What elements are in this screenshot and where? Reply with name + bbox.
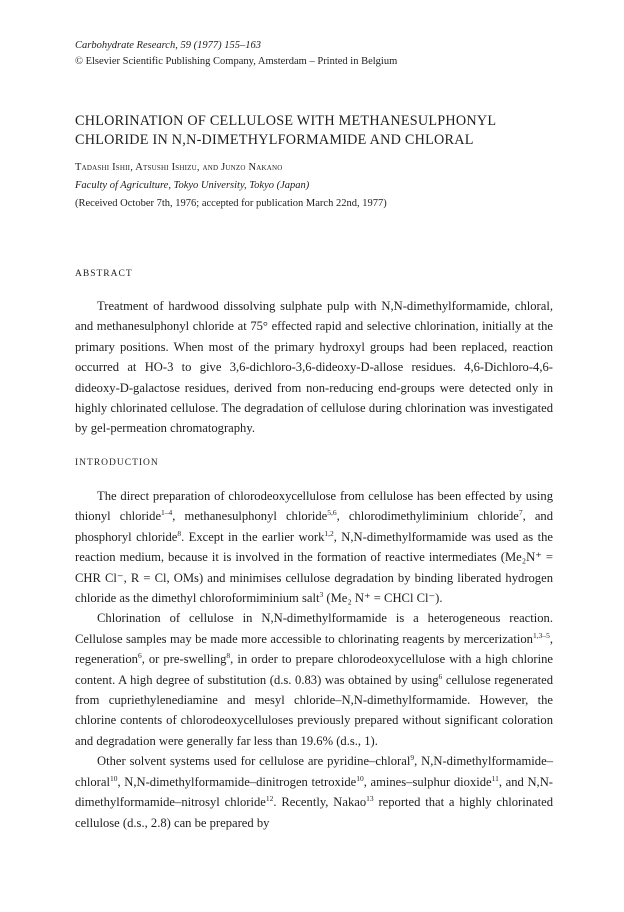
p1-text-c: , chlorodimethyliminium chloride: [336, 509, 519, 524]
p1-text-a: The direct preparation of chlorodeoxycellulose from cellulose has been effected by using thionyl chloride: [75, 489, 553, 524]
intro-paragraph-1: [75, 486, 553, 608]
p1-text-g: (Me₂ N⁺ = CHCl Cl⁻).: [323, 591, 443, 606]
p3-text-g: reported that a highly chlorinated cellulose (d.s., 2.8) can be prepared by: [75, 795, 553, 830]
ref-1: 9: [410, 753, 415, 763]
ref-6: 3: [319, 590, 324, 600]
p3-text-c: , N,N-dimethylformamide–dinitrogen tetroxide: [117, 774, 357, 789]
publisher-line: © Elsevier Scientific Publishing Company, Amsterdam – Printed in Belgium: [75, 56, 398, 67]
p2-text-a: Chlorination of cellulose in N,N-dimethylformamide is a heterogeneous reaction. Cellulose samples may be made more accessible to chlorinating reagents by mercerization: [75, 611, 553, 646]
intro-paragraph-3: [75, 751, 553, 833]
ref-5: 12: [265, 794, 274, 804]
abstract-heading: ABSTRACT: [75, 269, 133, 279]
ref-2: 6: [137, 651, 142, 661]
article-title: [75, 112, 553, 150]
p3-text-b: , N,N-dimethylformamide–chloral: [75, 754, 553, 789]
p1-text-e: . Except in the earlier work: [181, 529, 325, 544]
ref-1: 1–4: [161, 508, 173, 518]
title-line-2: CHLORIDE IN N,N-DIMETHYLFORMAMIDE AND CHLORAL: [75, 132, 474, 148]
title-line-1: CHLORINATION OF CELLULOSE WITH METHANESULPHONYL: [75, 113, 497, 129]
author-block: [75, 159, 553, 213]
introduction-heading: INTRODUCTION: [75, 458, 159, 468]
p1-text-b: , methanesulphonyl chloride: [172, 509, 328, 524]
ref-1: 1,3–5: [532, 630, 550, 640]
ref-3: 7: [518, 508, 523, 518]
journal-citation: Carbohydrate Research, 59 (1977) 155–163: [75, 40, 261, 51]
p2-text-b: , regeneration: [75, 631, 553, 667]
abstract-text: Treatment of hardwood dissolving sulphate pulp with N,N-dimethylformamide, chloral, and methanesulphonyl chloride at 75° effected rapid and selective chlorination, initially at the primary positions. When most of the primary hydroxyl groups had been replaced, reaction occurred at HO-3 to give 3,6-dichloro-3,6-dideoxy-D-allose residues. 4,6-Dichloro-4,6-dideoxy-D-galactose residues, derived from non-reducing end-groups were detected only in highly chlorinated cellulose. The degradation of cellulose during chlorination was investigated by gel-permeation chromatography.: [75, 299, 553, 436]
received-dates: (Received October 7th, 1976; accepted for publication March 22nd, 1977): [75, 198, 387, 209]
ref-4: 8: [177, 528, 182, 538]
p2-text-d: , in order to prepare chlorodeoxycellulose with a high chlorine content. A high degree of substitution (d.s. 0.83) was obtained by using: [75, 652, 553, 687]
ref-5: 1,2: [324, 528, 334, 538]
introduction-section: [75, 486, 553, 833]
ref-2: 5,6: [327, 508, 337, 518]
ref-3: 10: [356, 773, 364, 783]
intro-paragraph-2: [75, 608, 553, 751]
ref-3: 8: [226, 651, 231, 661]
affiliation: Faculty of Agriculture, Tokyo University, Tokyo (Japan): [75, 180, 310, 191]
p2-text-e: cellulose regenerated from cupriethylenediamine and mesyl chloride–N,N-dimethylformamide. However, the chlorine contents of chlorodeoxycelluloses previously prepared without significant coloration and degradation were generally far less than 19.6% (d.s., 1).: [75, 672, 553, 748]
p1-text-f: , N,N-dimethylformamide was used as the reaction medium, because it is involved in the formation of reactive intermediates (Me₂N⁺ = CHR Cl⁻, R = Cl, OMs) and minimises cellulose degradation by binding liberated hydrogen chloride as the dimethyl chloroformiminium salt: [75, 529, 553, 606]
p1-text-d: , and phosphoryl chloride: [75, 509, 553, 544]
author-names: Tadashi Ishii, Atsushi Ishizu, and Junzo Nakano: [75, 162, 283, 173]
ref-4: 6: [438, 671, 443, 681]
p2-text-c: , or pre-swelling: [141, 652, 227, 667]
abstract-section: [75, 296, 553, 439]
ref-6: 13: [366, 794, 374, 804]
p3-text-a: Other solvent systems used for cellulose are pyridine–chloral: [97, 754, 411, 769]
p3-text-d: , amines–sulphur dioxide: [363, 774, 492, 789]
ref-2: 10: [109, 773, 118, 783]
ref-4: 11: [491, 773, 499, 783]
p3-text-e: , and N,N-dimethylformamide–nitrosyl chloride: [75, 774, 553, 810]
p3-text-f: . Recently, Nakao: [273, 795, 367, 810]
journal-header: [75, 38, 553, 70]
